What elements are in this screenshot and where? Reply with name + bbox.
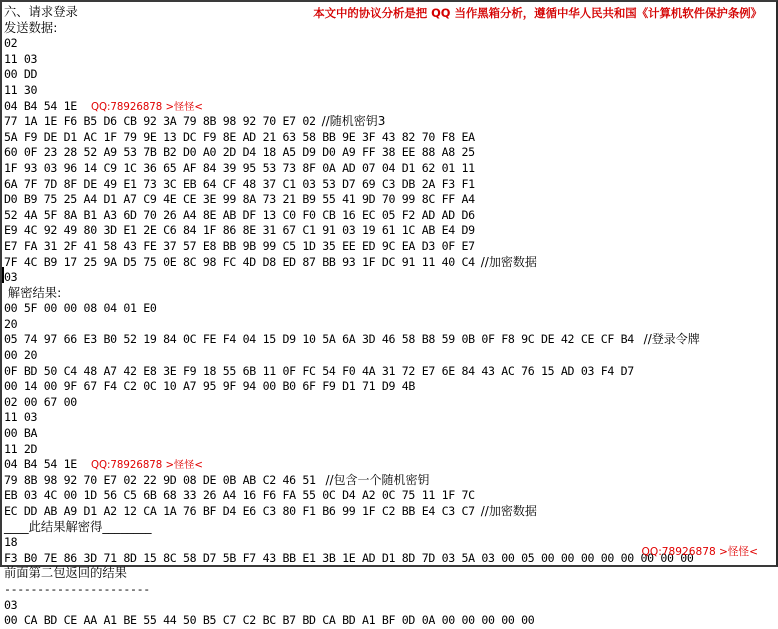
text-line xyxy=(4,270,776,286)
line-text: 11 2D xyxy=(4,441,38,456)
line-comment: //随机密钥3 xyxy=(321,114,386,129)
watermark-qq: QQ:78926878 >怪怪< xyxy=(90,460,203,472)
text-line xyxy=(4,379,776,395)
line-text: 00 BA xyxy=(4,426,38,441)
text-line xyxy=(4,582,776,598)
text-line xyxy=(4,83,776,99)
text-line xyxy=(4,223,776,239)
line-comment: //登录令牌 xyxy=(639,332,700,347)
line-text: ____此结果解密得________ xyxy=(4,519,152,534)
text-line xyxy=(4,208,776,224)
line-text: 六、请求登录 xyxy=(4,5,78,19)
line-text: 6A 7F 7D 8F DE 49 E1 73 3C EB 64 CF 48 37 C1 03 53 D7 69 C3 DB 2A F3 F1 xyxy=(4,176,475,191)
text-line xyxy=(4,161,776,177)
line-text: 02 00 67 00 xyxy=(4,394,77,409)
line-comment: //包含一个随机密钥 xyxy=(321,472,430,487)
line-text: E9 4C 92 49 80 3D E1 2E C6 84 1F 86 8E 31 67 C1 91 03 19 61 1C AB E4 D9 xyxy=(4,223,475,238)
line-text: 5A F9 DE D1 AC 1F 79 9E 13 DC F9 8E AD 21 63 58 BB 9E 3F 43 82 70 F8 EA xyxy=(4,129,475,144)
line-text: 18 xyxy=(4,535,18,550)
line-text: 20 xyxy=(4,316,18,331)
line-text: 11 03 xyxy=(4,410,38,425)
text-line xyxy=(4,192,776,208)
text-line xyxy=(4,520,776,536)
line-text: D0 B9 75 25 A4 D1 A7 C9 4E CE 3E 99 8A 73 21 B9 55 41 9D 70 99 8C FF A4 xyxy=(4,192,475,207)
line-text: 04 B4 54 1E xyxy=(4,457,77,472)
line-text: F3 B0 7E 86 3D 71 8D 15 8C 58 D7 5B F7 43 BB E1 3B 1E AD D1 8D 7D 03 5A 03 00 05 00 00 00 00 00 00 00 00 xyxy=(4,550,694,565)
line-text: EC DD AB A9 D1 A2 12 CA 1A 76 BF D4 E6 C3 80 F1 B6 99 1F C2 BB E4 C3 C7 xyxy=(4,504,475,518)
text-line xyxy=(4,317,776,333)
text-line xyxy=(4,36,776,52)
text-line xyxy=(4,5,776,21)
line-text: 05 74 97 66 E3 B0 52 19 84 0C FE F4 04 15 D9 10 5A 6A 3D 46 58 B8 59 0B 0F F8 9C DE 42 CE CF B4 xyxy=(4,332,634,347)
line-text: 79 8B 98 92 70 E7 02 22 9D 08 DE 0B AB C2 46 51 xyxy=(4,472,316,487)
line-text: 1F 93 03 96 14 C9 1C 36 65 AF 84 39 95 53 73 8F 0A AD 07 04 D1 62 01 11 xyxy=(4,160,475,175)
text-line xyxy=(4,488,776,504)
text-cursor xyxy=(2,267,4,283)
text-line xyxy=(4,457,776,473)
line-text: 发送数据: xyxy=(4,20,58,35)
text-line xyxy=(4,286,776,302)
line-text: E7 FA 31 2F 41 58 43 FE 37 57 E8 BB 9B 99 C5 1D 35 EE ED 9C EA D3 0F E7 xyxy=(4,238,475,253)
text-line xyxy=(4,130,776,146)
text-line xyxy=(4,114,776,130)
line-comment: //加密数据 xyxy=(480,254,537,269)
line-text: 02 xyxy=(4,36,18,51)
text-line xyxy=(4,301,776,317)
text-line xyxy=(4,613,776,629)
text-line xyxy=(4,67,776,83)
copyright-notice: 本文中的协议分析是把 QQ 当作黑箱分析，遵循中华人民共和国《计算机软件保护条例》 xyxy=(313,6,762,20)
line-text: ---------------------- xyxy=(4,581,150,596)
text-line xyxy=(4,255,776,271)
line-text: EB 03 4C 00 1D 56 C5 6B 68 33 26 A4 16 F6 FA 55 0C D4 A2 0C 75 11 1F 7C xyxy=(4,488,475,503)
text-line xyxy=(4,348,776,364)
line-text: 0F BD 50 C4 48 A7 42 E8 3E F9 18 55 6B 11 0F FC 54 F0 4A 31 72 E7 6E 84 43 AC 76 15 AD 03 F4 D7 xyxy=(4,363,634,378)
text-line xyxy=(4,473,776,489)
watermark-qq: QQ:78926878 >怪怪< xyxy=(90,101,203,113)
text-line xyxy=(4,52,776,68)
line-text: 77 1A 1E F6 B5 D6 CB 92 3A 79 8B 98 92 70 E7 02 xyxy=(4,114,316,129)
document-body xyxy=(4,5,776,628)
text-line xyxy=(4,332,776,348)
line-text: 60 0F 23 28 52 A9 53 7B B2 D0 A0 2D D4 18 A5 D9 D0 A9 FF 38 EE 88 A8 25 xyxy=(4,145,475,160)
line-text: 00 20 xyxy=(4,348,38,363)
line-text: 00 CA BD CE AA A1 BE 55 44 50 B5 C7 C2 BC B7 BD CA BD A1 BF 0D 0A 00 00 00 00 00 xyxy=(4,613,535,628)
line-text: 52 4A 5F 8A B1 A3 6D 70 26 A4 8E AB DF 13 C0 F0 CB 16 EC 05 F2 AD AD D6 xyxy=(4,207,475,222)
text-line xyxy=(4,99,776,115)
text-line xyxy=(4,566,776,582)
text-line xyxy=(4,364,776,380)
line-text: 03 xyxy=(4,597,18,612)
watermark-qq: QQ:78926878 >怪怪< xyxy=(641,546,758,558)
line-text: 00 DD xyxy=(4,67,38,82)
line-text: 00 14 00 9F 67 F4 C2 0C 10 A7 95 9F 94 00 B0 6F F9 D1 71 D9 4B xyxy=(4,379,416,394)
line-comment: //加密数据 xyxy=(480,504,537,518)
text-line xyxy=(4,410,776,426)
line-text: 前面第二包返回的结果 xyxy=(4,566,127,581)
text-line xyxy=(4,145,776,161)
line-text: 04 B4 54 1E xyxy=(4,98,77,113)
line-text: 11 30 xyxy=(4,82,38,97)
line-text: 03 xyxy=(4,270,18,285)
line-text: 7F 4C B9 17 25 9A D5 75 0E 8C 98 FC 4D D8 ED 87 BB 93 1F DC 91 11 40 C4 xyxy=(4,254,475,269)
text-line xyxy=(4,239,776,255)
line-text: 11 03 xyxy=(4,51,38,66)
text-line xyxy=(4,504,776,520)
text-line xyxy=(4,426,776,442)
text-line xyxy=(4,442,776,458)
line-text: 00 5F 00 00 08 04 01 E0 xyxy=(4,301,157,316)
text-line xyxy=(4,21,776,37)
text-line xyxy=(4,395,776,411)
line-text: 解密结果: xyxy=(4,285,62,300)
text-line xyxy=(4,177,776,193)
text-line xyxy=(4,598,776,614)
